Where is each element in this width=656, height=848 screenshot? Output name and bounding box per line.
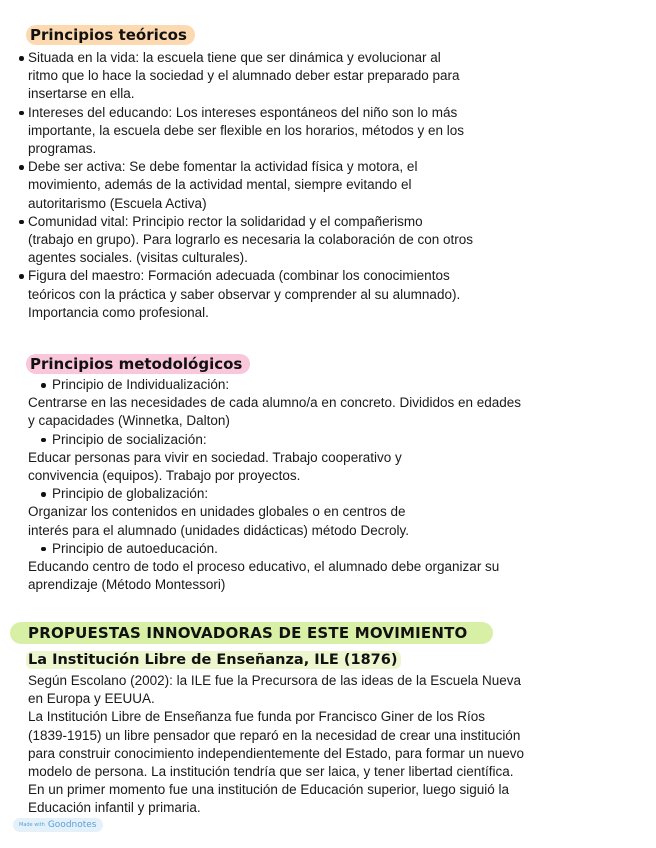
theory-item [18, 49, 598, 104]
text-line: (trabajo en grupo). Para lograrlo es necesaria la colaboración de con otros [28, 232, 474, 248]
proposals-title: PROPUESTAS INNOVADORAS DE ESTE MOVIMIENTO [10, 622, 493, 644]
method-title: Principios metodológicos [26, 354, 250, 374]
text-line: y capacidades (Winnetka, Dalton) [28, 413, 230, 429]
principle-name: Principio de autoeducación. [28, 540, 618, 558]
theory-title: Principios teóricos [26, 25, 195, 45]
text-line: importante, la escuela debe ser flexible en los horarios, métodos y en los [28, 122, 464, 138]
text-line: autoritarismo (Escuela Activa) [28, 195, 207, 211]
text-line: Educar personas para vivir en sociedad. Trabajo cooperativo y [28, 449, 402, 465]
ile-title: La Institución Libre de Enseñanza, ILE (1876) [26, 651, 401, 669]
text-line: agentes sociales. (visitas culturales). [28, 250, 248, 266]
text-line: Debe ser activa: Se debe fomentar la actividad física y motora, el [28, 159, 418, 175]
goodnotes-watermark [13, 818, 103, 832]
text-line: Centrarse en las necesidades de cada alumno/a en concreto. Divididos en edades [28, 395, 522, 411]
text-line: interés para el alumnado (unidades didácticas) método Decroly. [28, 522, 409, 538]
theory-item [18, 267, 598, 322]
watermark-prefix: Made with [19, 821, 45, 828]
text-line: En un primer momento fue una institución de Educación superior, luego siguió la [28, 782, 510, 798]
text-line: Comunidad vital: Principio rector la solidaridad y el compañerismo [28, 213, 423, 229]
text-line: Importancia como profesional. [28, 304, 209, 320]
text-line: en Europa y EEUUA. [28, 691, 155, 707]
watermark-brand: Goodnotes [47, 820, 97, 830]
principle-name: Principio de globalización: [28, 485, 618, 503]
text-line: teóricos con la práctica y saber observar y comprender al su alumnado). [28, 286, 461, 302]
text-line: movimiento, además de la actividad mental, siempre evitando el [28, 177, 412, 193]
theory-item [18, 158, 598, 213]
method-list [28, 376, 618, 594]
theory-heading [26, 26, 195, 44]
text-line: aprendizaje (Método Montessori) [28, 577, 226, 593]
principle-name: Principio de Individualización: [28, 376, 618, 394]
text-line: Educación infantil y primaria. [28, 800, 201, 816]
ile-heading [26, 652, 401, 668]
text-line: ritmo que lo hace la sociedad y el alumnado deber estar preparado para [28, 68, 460, 84]
text-line: Según Escolano (2002): la ILE fue la Precursora de las ideas de la Escuela Nueva [28, 673, 522, 688]
theory-item [18, 104, 598, 159]
theory-item [18, 213, 598, 268]
text-line: Organizar los contenidos en unidades globales o en centros de [28, 504, 406, 520]
theory-list [18, 49, 598, 322]
principle-name: Principio de socialización: [28, 431, 618, 449]
text-line: programas. [28, 141, 97, 157]
text-line: Educando centro de todo el proceso educativo, el alumnado debe organizar su [28, 559, 500, 575]
text-line: Intereses del educando: Los intereses espontáneos del niño son lo más [28, 104, 458, 120]
text-line: modelo de persona. La institución tendría que ser laica, y tener libertad científica. [28, 764, 514, 780]
text-line: insertarse en ella. [28, 86, 135, 102]
proposals-heading [10, 624, 493, 642]
method-heading [26, 355, 250, 373]
ile-paragraph [28, 672, 618, 818]
text-line: La Institución Libre de Enseñanza fue funda por Francisco Giner de los Ríos [28, 709, 486, 725]
text-line: Situada en la vida: la escuela tiene que ser dinámica y evolucionar al [28, 50, 441, 65]
text-line: Figura del maestro: Formación adecuada (combinar los conocimientos [28, 268, 450, 284]
text-line: para construir conocimiento independientemente del Estado, para formar un nuevo [28, 745, 525, 761]
text-line: convivencia (equipos). Trabajo por proyectos. [28, 468, 301, 484]
text-line: (1839-1915) un libre pensador que reparó en la necesidad de crear una institución [28, 727, 521, 743]
